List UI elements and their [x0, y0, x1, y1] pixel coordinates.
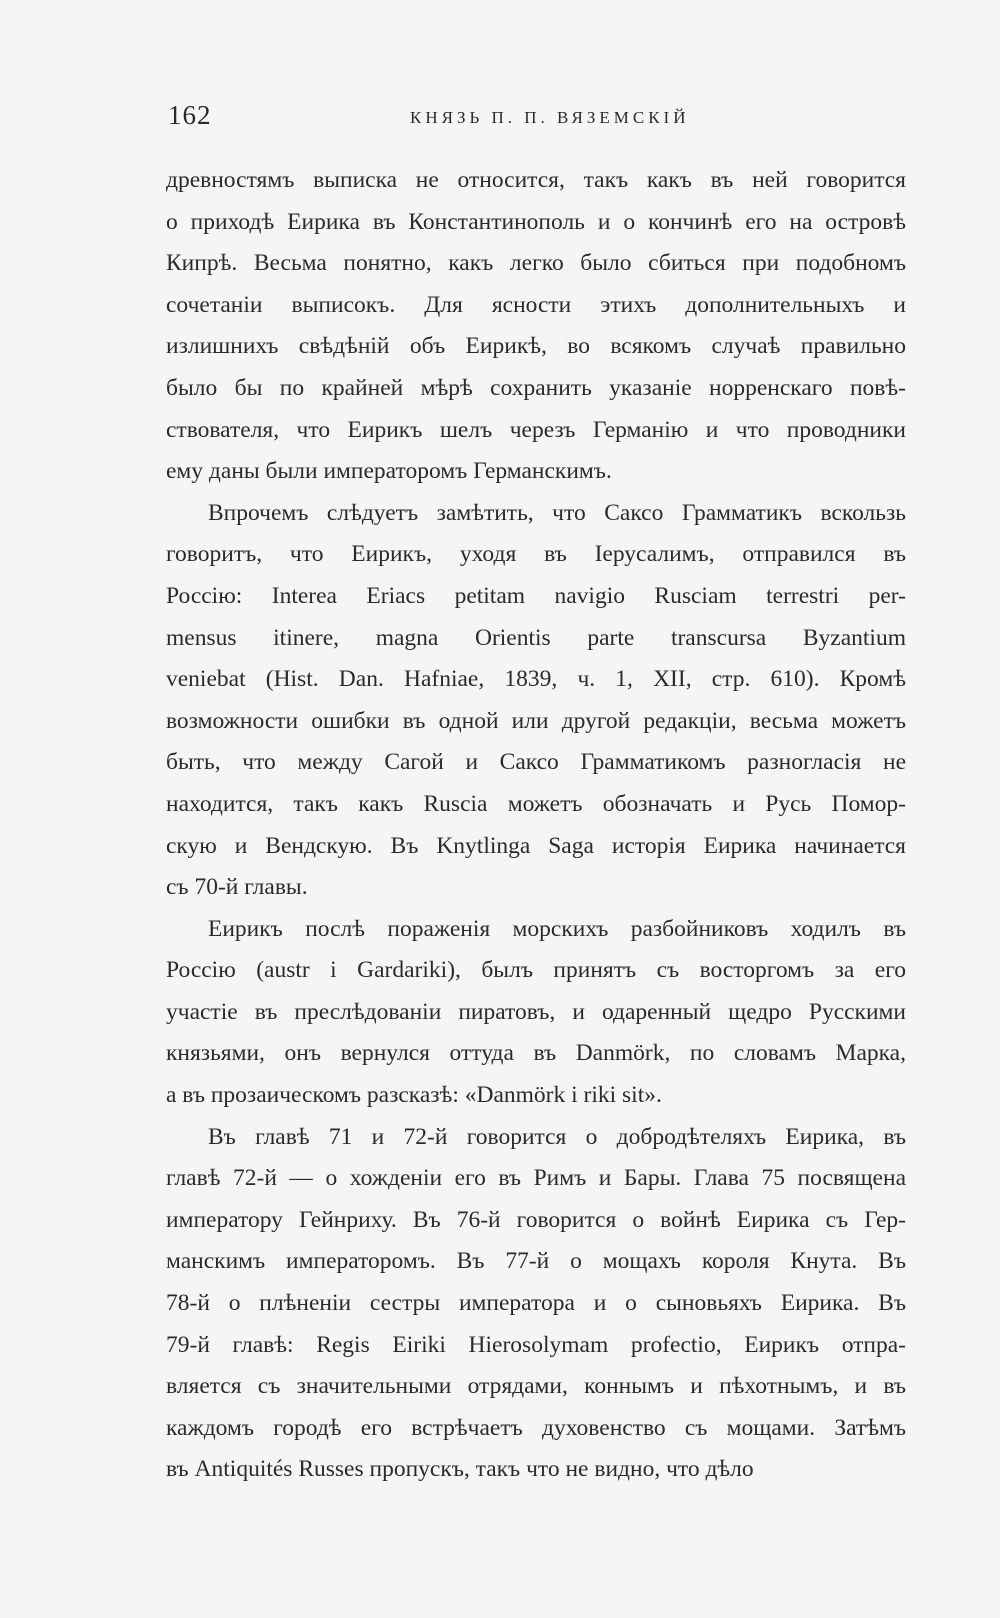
text-line: излишнихъ свѣдѣній объ Еирикѣ, во всякомъ случаѣ правильно [166, 333, 906, 360]
text-line: находится, такъ какъ Ruscia можетъ обозначать и Русь Помор- [166, 790, 906, 817]
paragraph [166, 160, 906, 493]
text-line: императору Гейнриху. Въ 76-й говорится о войнѣ Еирика съ Гер- [166, 1206, 906, 1233]
page-number: 162 [168, 100, 212, 130]
running-title: КНЯЗЬ П. П. ВЯЗЕМСКІЙ [410, 108, 690, 127]
text-line: veniebat (Hist. Dan. Hafniae, 1839, ч. 1, XII, стр. 610). Кромѣ [166, 666, 906, 693]
text-line: Еирикъ послѣ пораженія морскихъ разбойниковъ ходилъ въ [208, 915, 906, 942]
paragraph [166, 1117, 906, 1491]
text-line: mensus itinere, magna Orientis parte transcursa Byzantium [166, 624, 906, 651]
text-line: 78-й о плѣненіи сестры императора и о сыновьяхъ Еирика. Въ [166, 1290, 906, 1317]
text-line: сочетаніи выписокъ. Для ясности этихъ дополнительныхъ и [166, 291, 906, 318]
text-line: возможности ошибки въ одной или другой редакціи, весьма можетъ [166, 707, 906, 734]
text-line: быть, что между Сагой и Саксо Грамматикомъ разногласія не [166, 749, 906, 776]
text-line: Въ главѣ 71 и 72-й говорится о добродѣтеляхъ Еирика, въ [208, 1123, 906, 1150]
text-line: князьями, онъ вернулся оттуда въ Danmörk, по словамъ Марка, [166, 1040, 906, 1067]
body-text [166, 160, 906, 1491]
text-line: а въ прозаическомъ разсказѣ: «Danmörk i riki sit». [166, 1082, 662, 1109]
text-line: говоритъ, что Еирикъ, уходя въ Іерусалимъ, отправился въ [166, 541, 906, 568]
text-line: Россію (austr i Gardariki), былъ принятъ съ восторгомъ за его [166, 957, 906, 984]
text-line: въ Antiquités Russes пропускъ, такъ что не видно, что дѣло [166, 1456, 754, 1483]
text-line: ствователя, что Еирикъ шелъ черезъ Германію и что проводники [166, 416, 906, 443]
text-line: манскимъ императоромъ. Въ 77-й о мощахъ короля Кнута. Въ [166, 1248, 906, 1275]
text-line: скую и Вендскую. Въ Knytlinga Saga исторія Еирика начинается [166, 832, 906, 859]
text-line: съ 70-й главы. [166, 874, 308, 901]
text-line: Впрочемъ слѣдуетъ замѣтить, что Саксо Грамматикъ вскользь [208, 499, 906, 526]
text-line: главѣ 72-й — о хожденіи его въ Римъ и Бары. Глава 75 посвящена [166, 1165, 906, 1192]
text-line: вляется съ значительными отрядами, коннымъ и пѣхотнымъ, и въ [166, 1373, 906, 1400]
text-line: каждомъ городѣ его встрѣчаетъ духовенство съ мощами. Затѣмъ [166, 1414, 906, 1441]
paragraph [166, 493, 906, 909]
text-line: участіе въ преслѣдованіи пиратовъ, и одаренный щедро Русскими [166, 998, 906, 1025]
text-line: Россію: Interea Eriacs petitam navigio Rusciam terrestri per- [166, 582, 906, 609]
text-line: древностямъ выписка не относится, такъ какъ въ ней говорится [166, 167, 906, 193]
text-line: о приходѣ Еирика въ Константинополь и о кончинѣ его на островѣ [166, 208, 906, 235]
paragraph [166, 909, 906, 1117]
text-line: было бы по крайней мѣрѣ сохранить указаніе норренскаго повѣ- [166, 374, 906, 401]
text-line: Кипрѣ. Весьма понятно, какъ легко было сбиться при подобномъ [166, 250, 906, 277]
running-head [168, 100, 908, 140]
text-line: ему даны были императоромъ Германскимъ. [166, 458, 612, 485]
text-line: 79-й главѣ: Regis Eiriki Hierosolymam profectio, Еирикъ отпра- [166, 1331, 906, 1358]
